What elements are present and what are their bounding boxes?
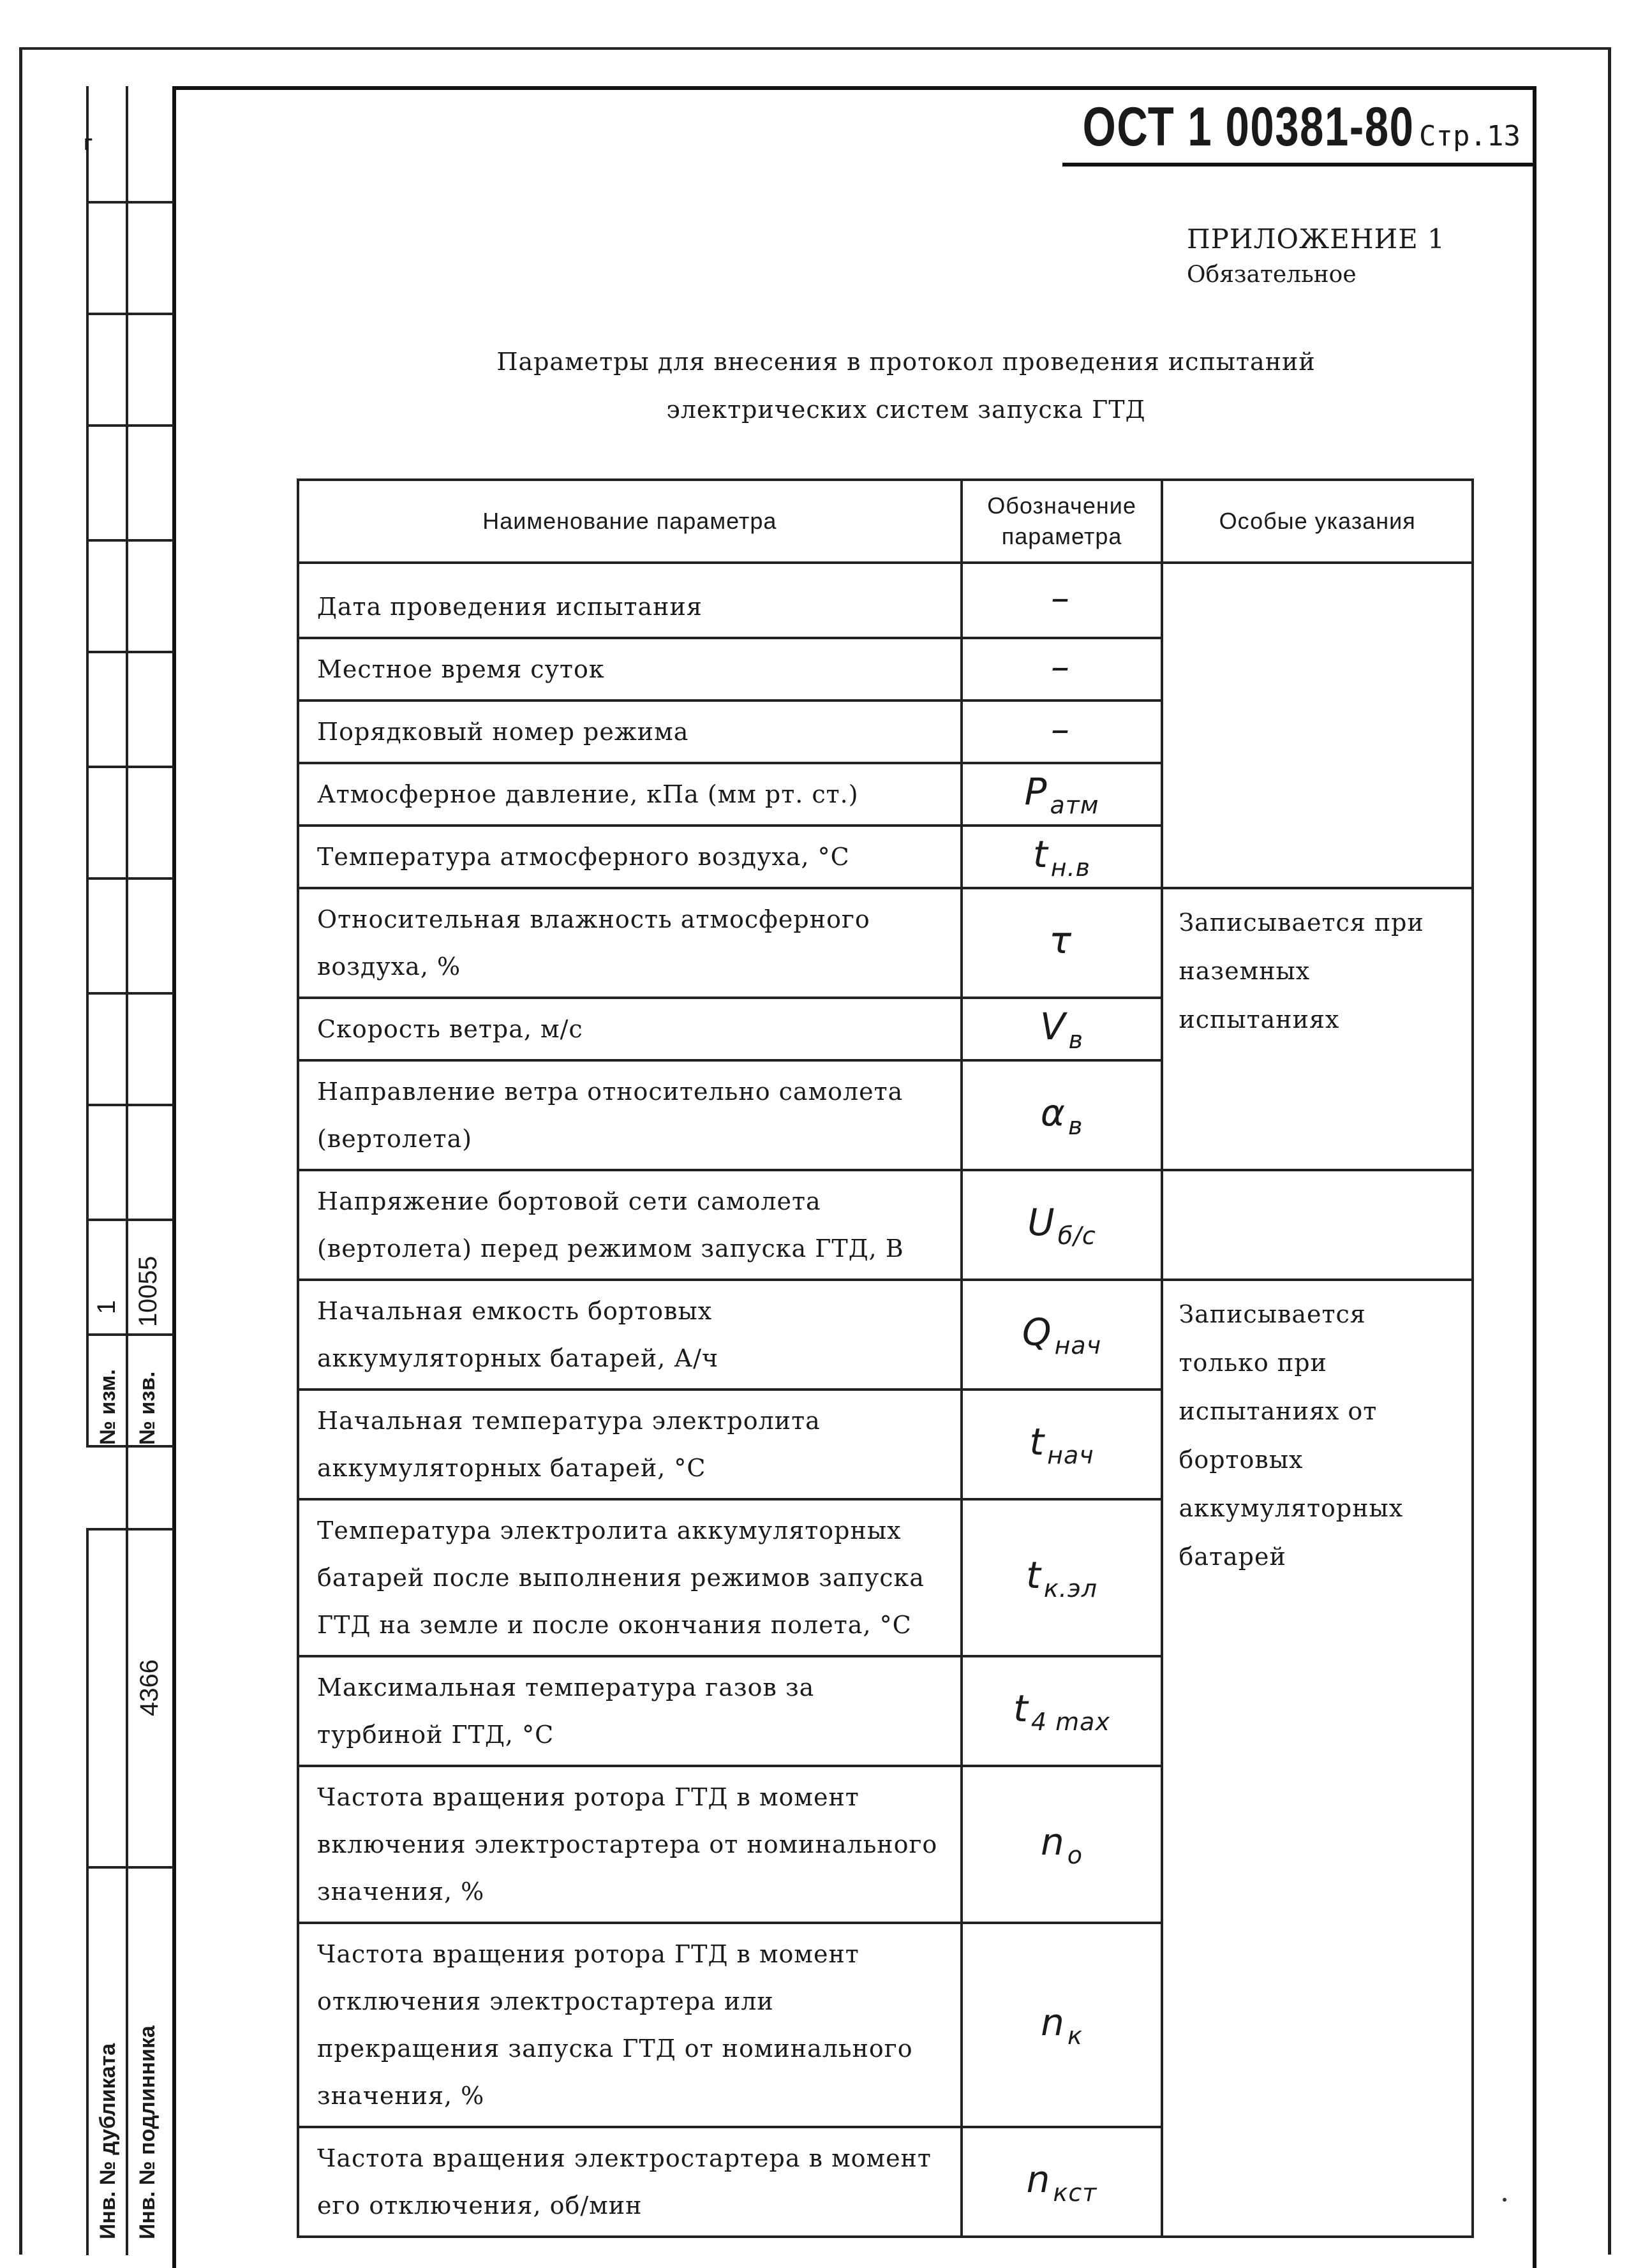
param-name: Направление ветра относительно самолета (вертолета) (298, 1060, 962, 1170)
param-symbol: n $_{кст}$ (962, 2127, 1163, 2237)
param-name: Дата проведения испытания (298, 563, 962, 638)
param-name: Максимальная температура газов за турбиной ГТД, °С (298, 1656, 962, 1766)
param-symbol: n $_о$ (962, 1766, 1163, 1923)
param-symbol: V $_в$ (962, 998, 1163, 1060)
margin-line (86, 424, 174, 427)
margin-line (86, 1219, 174, 1221)
margin-tick-mark: г (84, 131, 93, 155)
param-name: Атмосферное давление, кПа (мм рт. ст.) (298, 763, 962, 826)
appendix-subtitle: Обязательное (1187, 262, 1357, 288)
change-number-label: № изм. (96, 1369, 120, 1445)
parameters-table (297, 478, 1474, 2238)
margin-line (86, 1104, 174, 1106)
table-heading-line-2: электрических систем запуска ГТД (666, 396, 1146, 424)
param-name: Частота вращения ротора ГТД в момент включения электростартера от номинального значения, % (298, 1766, 962, 1923)
margin-line (86, 1866, 174, 1869)
margin-left-edge (86, 86, 89, 1445)
param-symbol: t $_{н.в}$ (962, 826, 1163, 888)
change-number-value: 1 (93, 1300, 121, 1314)
margin-line (86, 1445, 174, 1448)
margin-line (86, 539, 174, 542)
param-symbol: – (962, 563, 1163, 638)
param-symbol: α $_в$ (962, 1060, 1163, 1170)
document-code: ОСТ 1 00381-80 (1082, 96, 1415, 158)
param-symbol: Q $_{нач}$ (962, 1280, 1163, 1390)
param-name: Частота вращения электростартера в момент его отключения, об/мин (298, 2127, 962, 2237)
original-inventory-value: 4366 (135, 1659, 163, 1716)
margin-divider (126, 86, 128, 2255)
page-number: Стр.13 (1419, 120, 1521, 152)
margin-line (86, 201, 174, 204)
note-battery-tests: Записывается только при испытаниях от бортовых аккумуляторных батарей (1162, 1280, 1473, 2237)
param-name: Начальная емкость бортовых аккумуляторных батарей, А/ч (298, 1280, 962, 1390)
table-row (298, 888, 1473, 998)
margin-line (86, 1333, 174, 1336)
param-name: Напряжение бортовой сети самолета (вертолета) перед режимом запуска ГТД, В (298, 1170, 962, 1280)
param-name: Начальная температура электролита аккумуляторных батарей, °С (298, 1390, 962, 1499)
margin-line (86, 651, 174, 653)
column-header-name: Наименование параметра (298, 480, 962, 563)
column-header-symbol: Обозначение параметра (962, 480, 1163, 563)
margin-line (86, 1528, 174, 1531)
margin-line (86, 766, 174, 768)
table-row (298, 1170, 1473, 1280)
param-name: Скорость ветра, м/с (298, 998, 962, 1060)
param-symbol: t $_{нач}$ (962, 1390, 1163, 1499)
notice-number-value: 10055 (134, 1256, 162, 1327)
appendix-title: ПРИЛОЖЕНИЕ 1 (1187, 223, 1445, 255)
param-name: Относительная влажность атмосферного воздуха, % (298, 888, 962, 998)
original-inventory-label: Инв. № подлинника (135, 2026, 160, 2239)
scan-dot (1503, 2198, 1506, 2202)
note-empty-cell (1162, 1170, 1473, 1280)
margin-line (86, 313, 174, 315)
document-code-block (989, 96, 1521, 159)
param-symbol: τ (962, 888, 1163, 998)
param-name: Температура атмосферного воздуха, °С (298, 826, 962, 888)
param-symbol: t $_{к.эл}$ (962, 1499, 1163, 1656)
param-name: Температура электролита аккумуляторных батарей после выполнения режимов запуска ГТД на земле и после окончания полета, °С (298, 1499, 962, 1656)
table-heading-line-1: Параметры для внесения в протокол проведения испытаний (496, 348, 1316, 376)
note-ground-tests: Записывается при наземных испытаниях (1162, 888, 1473, 1170)
notice-number-label: № изв. (135, 1371, 160, 1445)
margin-left-edge (86, 1528, 89, 2255)
param-name: Частота вращения ротора ГТД в момент отключения электростартера или прекращения запуска ГТД от номинального значения, % (298, 1923, 962, 2127)
param-symbol: U $_{б/с}$ (962, 1170, 1163, 1280)
param-symbol: – (962, 700, 1163, 763)
note-empty-block (1162, 563, 1473, 888)
duplicate-inventory-label: Инв. № дубликата (96, 2043, 120, 2239)
param-name: Порядковый номер режима (298, 700, 962, 763)
margin-line (86, 877, 174, 880)
document-code-underline (1062, 163, 1535, 167)
param-name: Местное время суток (298, 638, 962, 700)
margin-line (86, 992, 174, 995)
param-symbol: P $_{атм}$ (962, 763, 1163, 826)
table-header-row (298, 480, 1473, 563)
table-row (298, 563, 1473, 638)
table-row (298, 1280, 1473, 1390)
param-symbol: t $_{4 max}$ (962, 1656, 1163, 1766)
column-header-notes: Особые указания (1162, 480, 1473, 563)
param-symbol: n $_к$ (962, 1923, 1163, 2127)
param-symbol: – (962, 638, 1163, 700)
